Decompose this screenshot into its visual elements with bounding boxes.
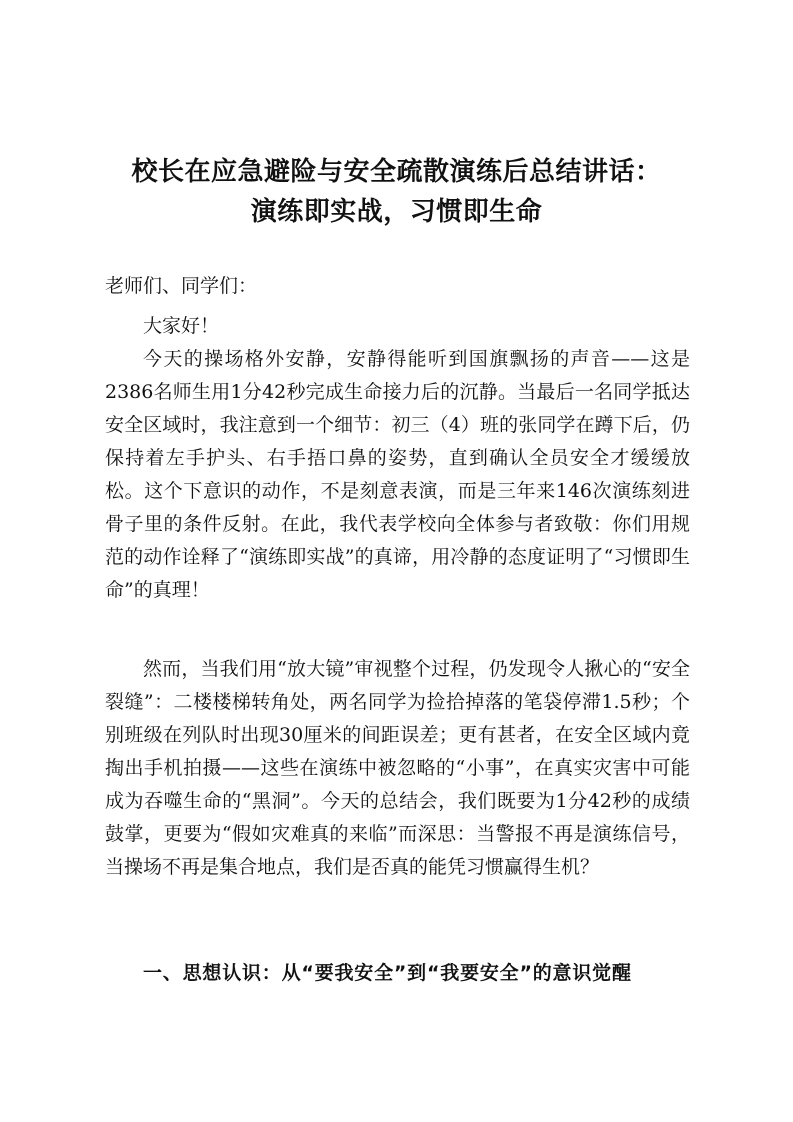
greeting: 大家好！ <box>143 315 220 337</box>
document-title-line-2: 演练即实战，习惯即生命 <box>250 197 543 227</box>
paragraph-2: 然而，当我们用“放大镜”审视整个过程，仍发现令人揪心的“安全裂缝”：二楼楼梯转角处，两名同学为捡拾掉落的笔袋停滞1.5秒；个别班级在列队时出现30厘米的间距误差；更有甚者，在安全区域内竟掏出手机拍摄——这些在演练中被忽略的“小事”，在真实灾害中可能成为吞噬生命的“黑洞”。今天的总结会，我们既要为1分42秒的成绩鼓掌，更要为“假如灾难真的来临”而深思：当警报不再是演练信号，当操场不再是集合地点，我们是否真的能凭习惯赢得生机？ <box>105 658 690 878</box>
salutation: 老师们、同学们： <box>105 275 258 297</box>
document-title-line-1: 校长在应急避险与安全疏散演练后总结讲话： <box>131 157 662 187</box>
paragraph-1: 今天的操场格外安静，安静得能听到国旗飘扬的声音——这是2386名师生用1分42秒完成生命接力后的沉静。当最后一名同学抵达安全区域时，我注意到一个细节：初三（4）班的张同学在蹲下后，仍保持着左手护头、右手捂口鼻的姿势，直到确认全员安全才缓缓放松。这个下意识的动作，不是刻意表演，而是三年来146次演练刻进骨子里的条件反射。在此，我代表学校向全体参与者致敬：你们用规范的动作诠释了“演练即实战”的真谛，用冷静的态度证明了“习惯即生命”的真理！ <box>105 348 690 601</box>
section-heading-1: 一、思想认识：从“要我安全”到“我要安全”的意识觉醒 <box>143 962 632 984</box>
